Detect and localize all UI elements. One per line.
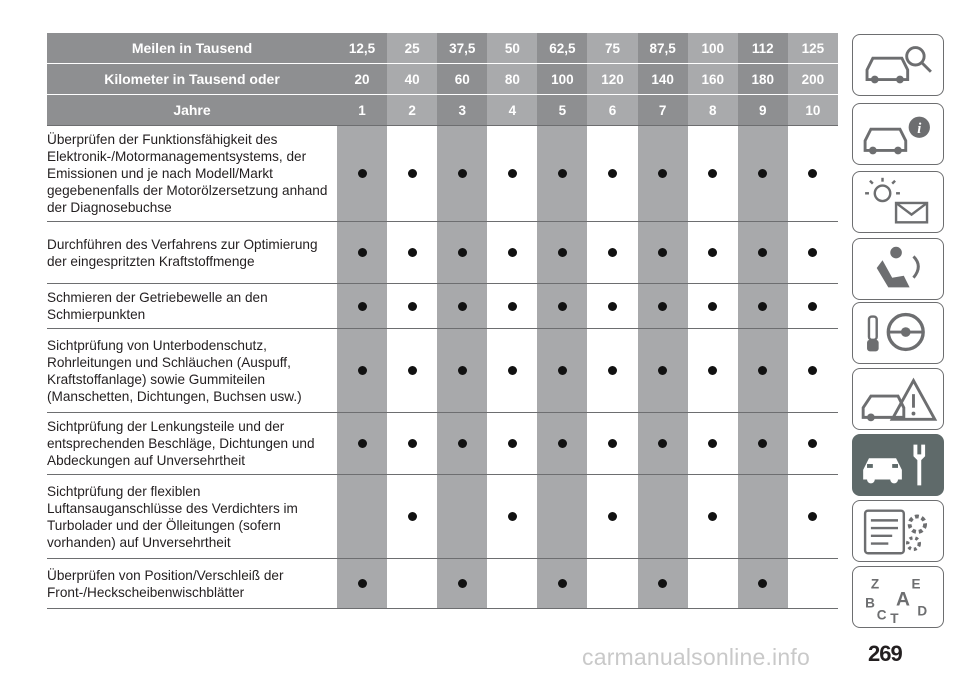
check-dot-icon xyxy=(608,302,617,311)
interval-cell xyxy=(688,413,738,475)
check-dot-icon xyxy=(358,579,367,588)
task-description: Schmieren der Getriebewelle an den Schmierpunkten xyxy=(47,284,337,329)
car-info-icon xyxy=(853,104,943,164)
interval-cell xyxy=(337,126,387,222)
interval-cell xyxy=(688,126,738,222)
header-label: Jahre xyxy=(47,95,337,126)
check-dot-icon xyxy=(758,302,767,311)
interval-cell xyxy=(638,284,688,329)
interval-cell xyxy=(738,559,788,609)
interval-cell xyxy=(337,559,387,609)
header-cell: 50 xyxy=(487,33,537,64)
check-dot-icon xyxy=(458,248,467,257)
interval-cell xyxy=(638,126,688,222)
interval-cell xyxy=(788,413,838,475)
check-dot-icon xyxy=(358,248,367,257)
header-cell: 100 xyxy=(688,33,738,64)
interval-cell xyxy=(738,126,788,222)
chapter-tab-seat-airbag[interactable] xyxy=(852,238,944,300)
header-label: Meilen in Tausend xyxy=(47,33,337,64)
svg-text:T: T xyxy=(890,611,899,627)
seat-airbag-icon xyxy=(853,239,943,299)
interval-cell xyxy=(337,413,387,475)
svg-text:Z: Z xyxy=(870,576,880,592)
check-dot-icon xyxy=(508,439,517,448)
alphabet-index-icon xyxy=(853,567,943,627)
header-cell: 2 xyxy=(387,95,437,126)
interval-cell xyxy=(437,475,487,559)
check-dot-icon xyxy=(458,439,467,448)
header-label: Kilometer in Tausend oder xyxy=(47,64,337,95)
check-dot-icon xyxy=(608,512,617,521)
check-dot-icon xyxy=(408,512,417,521)
check-dot-icon xyxy=(358,169,367,178)
check-dot-icon xyxy=(608,248,617,257)
interval-cell xyxy=(537,222,587,284)
svg-text:B: B xyxy=(865,595,875,611)
interval-cell xyxy=(788,559,838,609)
interval-cell xyxy=(437,284,487,329)
check-dot-icon xyxy=(708,366,717,375)
check-dot-icon xyxy=(708,248,717,257)
interval-cell xyxy=(437,222,487,284)
maintenance-schedule-table xyxy=(47,33,838,609)
interval-cell xyxy=(688,329,738,413)
task-description: Sichtprüfung der Lenkungsteile und der entsprechenden Beschläge, Dichtungen und Abdeckungen auf Unversehrtheit xyxy=(47,413,337,475)
table-row xyxy=(47,329,838,413)
header-cell: 87,5 xyxy=(638,33,688,64)
interval-cell xyxy=(487,284,537,329)
header-cell: 12,5 xyxy=(337,33,387,64)
header-row xyxy=(47,33,838,64)
header-cell: 9 xyxy=(738,95,788,126)
svg-text:E: E xyxy=(911,576,921,592)
header-cell: 112 xyxy=(738,33,788,64)
header-cell: 140 xyxy=(638,64,688,95)
interval-cell xyxy=(587,329,637,413)
car-search-icon xyxy=(853,35,943,95)
check-dot-icon xyxy=(708,169,717,178)
table-row xyxy=(47,284,838,329)
car-wrench-icon xyxy=(853,435,943,495)
interval-cell xyxy=(537,126,587,222)
steering-key-icon xyxy=(853,303,943,363)
check-dot-icon xyxy=(558,439,567,448)
interval-cell xyxy=(387,559,437,609)
check-dot-icon xyxy=(608,366,617,375)
interval-cell xyxy=(587,559,637,609)
check-dot-icon xyxy=(558,302,567,311)
header-cell: 80 xyxy=(487,64,537,95)
header-cell: 100 xyxy=(537,64,587,95)
interval-cell xyxy=(487,559,537,609)
check-dot-icon xyxy=(808,439,817,448)
check-dot-icon xyxy=(808,302,817,311)
interval-cell xyxy=(337,222,387,284)
interval-cell xyxy=(387,475,437,559)
check-dot-icon xyxy=(658,248,667,257)
watermark: carmanualsonline.info xyxy=(582,644,810,670)
interval-cell xyxy=(487,126,537,222)
interval-cell xyxy=(587,413,637,475)
chapter-tab-car-info[interactable] xyxy=(852,103,944,165)
check-dot-icon xyxy=(408,439,417,448)
interval-cell xyxy=(387,329,437,413)
interval-cell xyxy=(738,222,788,284)
task-description: Durchführen des Verfahrens zur Optimierung der eingespritzten Kraftstoffmenge xyxy=(47,222,337,284)
check-dot-icon xyxy=(758,248,767,257)
table-row xyxy=(47,222,838,284)
interval-cell xyxy=(738,284,788,329)
svg-text:i: i xyxy=(917,121,922,138)
interval-cell xyxy=(437,413,487,475)
header-cell: 1 xyxy=(337,95,387,126)
check-dot-icon xyxy=(808,366,817,375)
check-dot-icon xyxy=(508,366,517,375)
warning-lights-mail-icon xyxy=(853,172,943,232)
interval-cell xyxy=(587,222,637,284)
interval-cell xyxy=(437,126,487,222)
interval-cell xyxy=(337,475,387,559)
check-dot-icon xyxy=(808,169,817,178)
header-cell: 3 xyxy=(437,95,487,126)
header-cell: 160 xyxy=(688,64,738,95)
interval-cell xyxy=(537,559,587,609)
header-cell: 200 xyxy=(788,64,838,95)
check-dot-icon xyxy=(758,579,767,588)
specs-gear-icon xyxy=(853,501,943,561)
check-dot-icon xyxy=(458,366,467,375)
check-dot-icon xyxy=(508,169,517,178)
header-cell: 5 xyxy=(537,95,587,126)
interval-cell xyxy=(487,222,537,284)
svg-text:A: A xyxy=(896,588,911,611)
interval-cell xyxy=(738,329,788,413)
check-dot-icon xyxy=(358,439,367,448)
header-cell: 125 xyxy=(788,33,838,64)
check-dot-icon xyxy=(408,248,417,257)
header-cell: 60 xyxy=(437,64,487,95)
table-row xyxy=(47,559,838,609)
check-dot-icon xyxy=(758,366,767,375)
header-cell: 180 xyxy=(738,64,788,95)
header-cell: 6 xyxy=(587,95,637,126)
svg-text:C: C xyxy=(876,607,887,623)
interval-cell xyxy=(337,284,387,329)
interval-cell xyxy=(688,559,738,609)
check-dot-icon xyxy=(358,302,367,311)
check-dot-icon xyxy=(458,302,467,311)
interval-cell xyxy=(437,559,487,609)
check-dot-icon xyxy=(408,366,417,375)
header-cell: 7 xyxy=(638,95,688,126)
header-row xyxy=(47,95,838,126)
check-dot-icon xyxy=(458,169,467,178)
check-dot-icon xyxy=(708,512,717,521)
interval-cell xyxy=(688,284,738,329)
interval-cell xyxy=(638,475,688,559)
interval-cell xyxy=(788,284,838,329)
check-dot-icon xyxy=(658,579,667,588)
interval-cell xyxy=(487,413,537,475)
chapter-tab-warning-lights-mail[interactable] xyxy=(852,171,944,233)
interval-cell xyxy=(788,126,838,222)
interval-cell xyxy=(487,329,537,413)
check-dot-icon xyxy=(658,439,667,448)
check-dot-icon xyxy=(658,169,667,178)
interval-cell xyxy=(487,475,537,559)
check-dot-icon xyxy=(358,366,367,375)
interval-cell xyxy=(587,126,637,222)
task-description: Überprüfen der Funktionsfähigkeit des Elektronik-/Motormanagementsystems, der Emissionen und je nach Modell/Markt gegebenenfalls der Motorölzersetzung anhand der Diagnosebuchse xyxy=(47,126,337,222)
chapter-tab-alphabet-index[interactable] xyxy=(852,566,944,628)
chapter-tab-car-breakdown-warning[interactable] xyxy=(852,368,944,430)
interval-cell xyxy=(537,329,587,413)
header-cell: 8 xyxy=(688,95,738,126)
check-dot-icon xyxy=(708,439,717,448)
check-dot-icon xyxy=(658,302,667,311)
header-cell: 40 xyxy=(387,64,437,95)
interval-cell xyxy=(738,413,788,475)
header-cell: 75 xyxy=(587,33,637,64)
task-description: Überprüfen von Position/Verschleiß der Front-/Heckscheibenwischblätter xyxy=(47,559,337,609)
interval-cell xyxy=(537,475,587,559)
check-dot-icon xyxy=(508,512,517,521)
check-dot-icon xyxy=(558,169,567,178)
car-breakdown-warning-icon xyxy=(853,369,943,429)
header-cell: 10 xyxy=(788,95,838,126)
interval-cell xyxy=(587,475,637,559)
interval-cell xyxy=(387,222,437,284)
table-row xyxy=(47,126,838,222)
chapter-tab-car-search[interactable] xyxy=(852,34,944,96)
check-dot-icon xyxy=(558,579,567,588)
interval-cell xyxy=(788,222,838,284)
interval-cell xyxy=(587,284,637,329)
interval-cell xyxy=(337,329,387,413)
chapter-tab-steering-key[interactable] xyxy=(852,302,944,364)
check-dot-icon xyxy=(808,512,817,521)
chapter-tab-car-wrench[interactable] xyxy=(852,434,944,496)
header-row xyxy=(47,64,838,95)
interval-cell xyxy=(437,329,487,413)
task-description: Sichtprüfung von Unterbodenschutz, Rohrleitungen und Schläuchen (Auspuff, Kraftstoffanlage) sowie Gummiteilen (Manschetten, Dichtungen, Buchsen usw.) xyxy=(47,329,337,413)
svg-text:D: D xyxy=(917,603,928,619)
check-dot-icon xyxy=(558,248,567,257)
interval-cell xyxy=(688,222,738,284)
interval-cell xyxy=(688,475,738,559)
check-dot-icon xyxy=(708,302,717,311)
check-dot-icon xyxy=(758,169,767,178)
check-dot-icon xyxy=(608,439,617,448)
check-dot-icon xyxy=(408,302,417,311)
check-dot-icon xyxy=(508,302,517,311)
header-cell: 4 xyxy=(487,95,537,126)
header-cell: 25 xyxy=(387,33,437,64)
header-cell: 62,5 xyxy=(537,33,587,64)
check-dot-icon xyxy=(808,248,817,257)
interval-cell xyxy=(738,475,788,559)
interval-cell xyxy=(387,284,437,329)
check-dot-icon xyxy=(608,169,617,178)
header-cell: 120 xyxy=(587,64,637,95)
table-row xyxy=(47,413,838,475)
interval-cell xyxy=(638,413,688,475)
check-dot-icon xyxy=(558,366,567,375)
header-cell: 20 xyxy=(337,64,387,95)
interval-cell xyxy=(788,475,838,559)
check-dot-icon xyxy=(508,248,517,257)
task-description: Sichtprüfung der flexiblen Luftansauganschlüsse des Verdichters im Turbolader und der Ölleitungen (sofern vorhanden) auf Unversehrtheit xyxy=(47,475,337,559)
check-dot-icon xyxy=(458,579,467,588)
interval-cell xyxy=(387,126,437,222)
interval-cell xyxy=(638,329,688,413)
check-dot-icon xyxy=(758,439,767,448)
header-cell: 37,5 xyxy=(437,33,487,64)
interval-cell xyxy=(387,413,437,475)
interval-cell xyxy=(537,284,587,329)
chapter-tab-specs-gear[interactable] xyxy=(852,500,944,562)
page-number: 269 xyxy=(868,641,902,666)
interval-cell xyxy=(638,559,688,609)
interval-cell xyxy=(537,413,587,475)
table-row xyxy=(47,475,838,559)
check-dot-icon xyxy=(658,366,667,375)
check-dot-icon xyxy=(408,169,417,178)
interval-cell xyxy=(638,222,688,284)
interval-cell xyxy=(788,329,838,413)
